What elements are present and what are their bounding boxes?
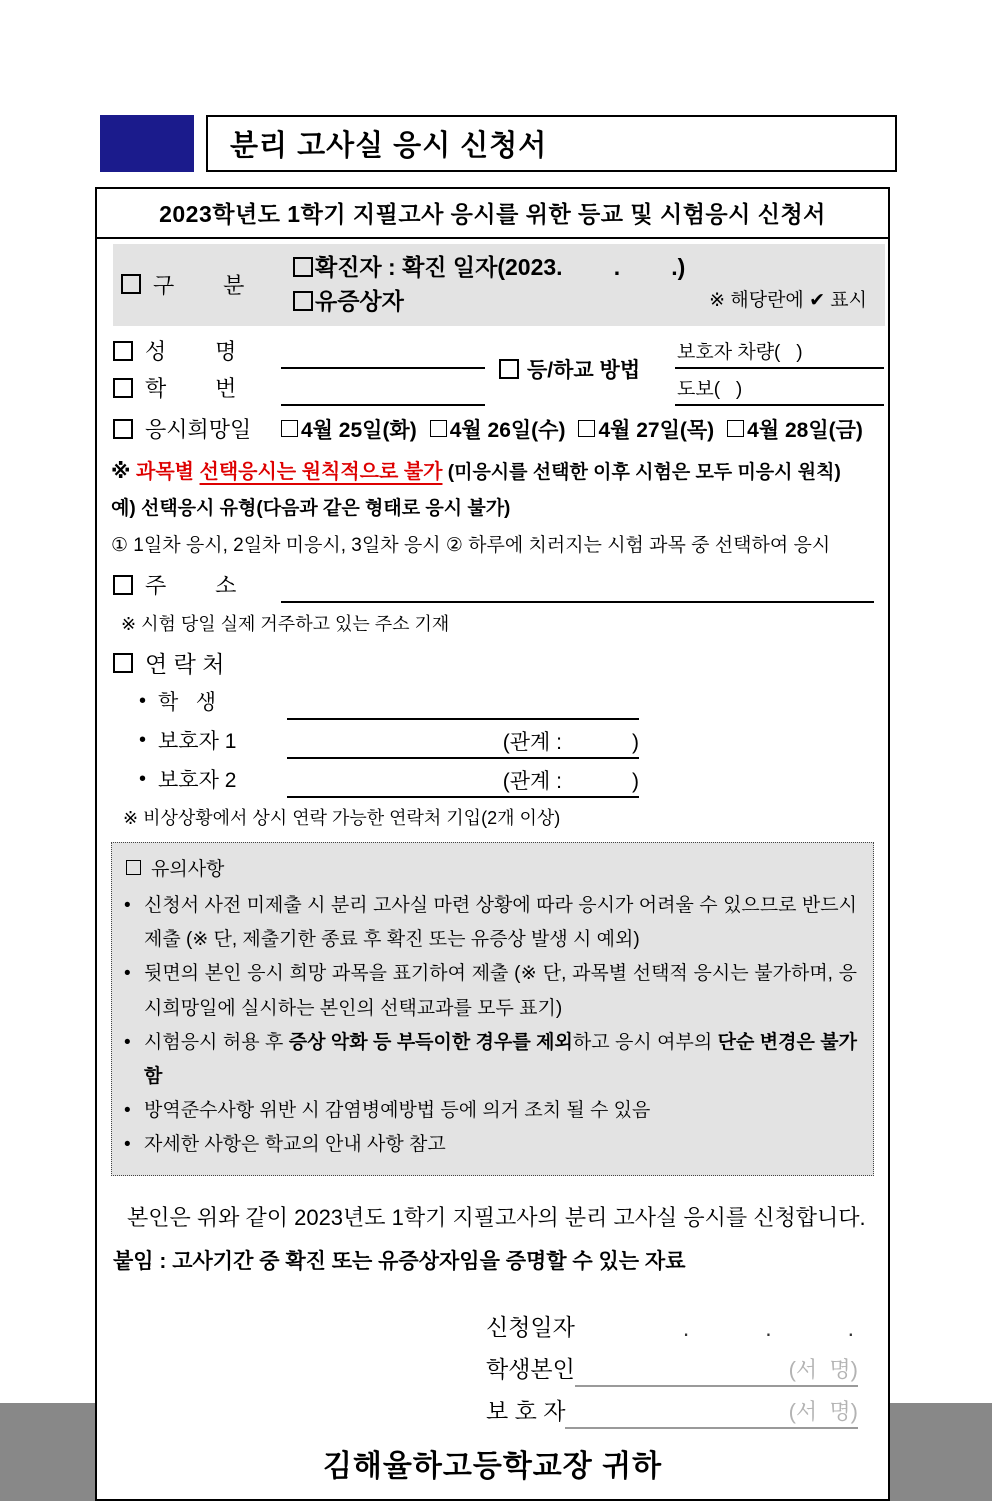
- mark-instruction-post: 표시: [825, 290, 867, 311]
- contact-header: [97, 636, 888, 681]
- application-date-blanks[interactable]: [575, 1315, 858, 1345]
- student-id-input-blank[interactable]: [281, 376, 485, 406]
- caution-item-3-text: [144, 1026, 857, 1094]
- name-label-cell: [113, 335, 281, 369]
- student-signature-row: [486, 1345, 858, 1387]
- student-id-label: 학 번: [145, 376, 237, 401]
- mark-instruction-pre: ※ 해당란에: [709, 290, 810, 311]
- student-signature-blank[interactable]: [575, 1353, 858, 1387]
- date-option-4-label: 4월 28일(금): [747, 418, 863, 442]
- note-marker: ※: [111, 461, 136, 483]
- cautions-box: [111, 842, 874, 1176]
- category-options: [293, 250, 873, 318]
- address-note: ※ 시험 당일 실제 거주하고 있는 주소 기재: [121, 614, 450, 634]
- caution-3-seg2: 하고 응시 여부의: [572, 1031, 718, 1053]
- caution-item-4-text: 방역준수사항 위반 시 감염병예방법 등에 의거 조치 될 수 있음: [144, 1100, 651, 1122]
- guardian2-label-cell: [139, 764, 287, 798]
- address-row: [97, 557, 888, 603]
- bullet-icon: •: [124, 1134, 131, 1156]
- category-row: [113, 244, 885, 326]
- date-option-2-label: 4월 26일(수): [449, 418, 566, 442]
- guardian-signature-blank[interactable]: [565, 1395, 858, 1429]
- exam-date-row: [97, 406, 888, 446]
- date-option-1-label: 4월 25일(화): [301, 418, 417, 442]
- attachment-note: 붙임 : 고사기간 중 확진 또는 유증상자임을 증명할 수 있는 자료: [113, 1250, 686, 1274]
- closing-section: [97, 1176, 888, 1276]
- date-option-3: [578, 414, 714, 444]
- caution-item: [124, 1094, 857, 1128]
- student-id-label-cell: [113, 372, 281, 406]
- guardian-signature-label: 보 호 자: [486, 1398, 566, 1425]
- guardian2-relation-label: (관계 : ): [502, 770, 639, 793]
- confirmed-case-label: 확진자 : 확진 일자(2023. . .): [315, 254, 686, 280]
- identity-left-column: [113, 332, 485, 406]
- caution-item: [124, 889, 857, 957]
- caution-item: [124, 1026, 857, 1094]
- bullet-icon: •: [124, 1100, 131, 1122]
- commute-checkbox[interactable]: [499, 359, 519, 379]
- exam-date-label-cell: [113, 413, 281, 444]
- contact-checkbox[interactable]: [113, 653, 133, 673]
- name-input-blank[interactable]: [281, 339, 485, 369]
- cautions-title-row: [124, 851, 857, 889]
- note-suffix: (미응시를 선택한 이후 시험은 모두 미응시 원칙): [442, 462, 841, 483]
- date-option-3-checkbox[interactable]: [578, 420, 595, 437]
- date-option-3-label: 4월 27일(목): [598, 418, 715, 442]
- document-title: 분리 고사실 응시 신청서: [230, 130, 548, 162]
- caution-item: [124, 1128, 857, 1162]
- guardian1-contact-blank[interactable]: [287, 729, 639, 759]
- guardian-signature-row: [486, 1387, 858, 1429]
- guardian1-relation-label: (관계 : ): [502, 731, 639, 754]
- exam-date-options: [281, 414, 863, 444]
- bullet-icon: •: [139, 728, 147, 751]
- symptomatic-checkbox[interactable]: [293, 291, 313, 311]
- commute-label: 등/하교 방법: [527, 359, 641, 382]
- caution-3-bold1: 증상 악화 등 부득이한 경우를 제외: [288, 1031, 573, 1053]
- name-row: [113, 332, 485, 369]
- category-label: 구 분: [153, 272, 245, 298]
- caution-item: [124, 957, 857, 1025]
- student-sign-placeholder: (서 명): [788, 1357, 858, 1383]
- date-option-4-checkbox[interactable]: [727, 420, 744, 437]
- document-title-box: [206, 115, 897, 172]
- symptomatic-line: [293, 284, 873, 318]
- contact-note: ※ 비상상황에서 상시 연락 가능한 연락처 기입(2개 이상): [123, 808, 561, 828]
- date-option-1-checkbox[interactable]: [281, 420, 298, 437]
- note-red-underlined: 선택응시는 원칙적으로 불가: [199, 461, 443, 483]
- guardian2-contact-blank[interactable]: [287, 768, 639, 798]
- address-checkbox[interactable]: [113, 575, 133, 595]
- guardian1-label-cell: [139, 725, 287, 759]
- commute-car-option[interactable]: 보호자 차량( ): [675, 332, 884, 369]
- note-red-plain: 과목별: [136, 461, 200, 483]
- identity-band: [97, 330, 888, 406]
- name-label: 성 명: [145, 339, 237, 364]
- application-date-label: 신청일자: [486, 1314, 575, 1341]
- guardian2-label: 보호자 2: [158, 769, 237, 792]
- date-dot: .: [765, 1315, 772, 1342]
- caution-item-2-text: 뒷면의 본인 응시 희망 과목을 표기하여 제출 (※ 단, 과목별 선택적 응시는 불가하며, 응시희망일에 실시하는 본인의 선택교과를 모두 표기): [144, 963, 857, 1019]
- commute-walk-option[interactable]: 도보( ): [675, 369, 884, 406]
- exam-date-checkbox[interactable]: [113, 419, 133, 439]
- bullet-icon: •: [124, 963, 131, 985]
- commute-options: [675, 332, 884, 406]
- header-band: [100, 115, 897, 172]
- declaration-text: 본인은 위와 같이 2023년도 1학기 지필고사의 분리 고사실 응시를 신청합니다.: [127, 1204, 866, 1230]
- student-contact-label-cell: [139, 686, 287, 720]
- category-checkbox[interactable]: [121, 274, 141, 294]
- cautions-checkbox: [126, 860, 141, 875]
- example-body: ① 1일차 응시, 2일차 미응시, 3일차 응시 ② 하루에 치러지는 시험 과목 중 선택하여 응시: [111, 535, 831, 556]
- guardian-sign-placeholder: (서 명): [788, 1399, 858, 1425]
- date-option-2-checkbox[interactable]: [430, 420, 447, 437]
- contact-label: 연 락 처: [145, 651, 225, 677]
- guardian2-contact-row: [139, 759, 639, 798]
- caution-item-5-text: 자세한 사항은 학교의 안내 사항 참고: [144, 1134, 446, 1156]
- check-icon: ✔: [809, 290, 825, 311]
- example-title: 예) 선택응시 유형(다음과 같은 형태로 응시 불가): [111, 498, 511, 519]
- student-contact-label: 학 생: [158, 691, 217, 714]
- student-signature-label: 학생본인: [486, 1356, 575, 1383]
- date-dot: .: [847, 1315, 854, 1342]
- name-checkbox[interactable]: [113, 341, 133, 361]
- guardian1-label: 보호자 1: [158, 730, 237, 753]
- category-label-cell: [121, 269, 293, 300]
- cautions-title: 유의사항: [151, 859, 225, 880]
- bullet-icon: •: [124, 1031, 131, 1053]
- recipient-line: 김해율하고등학교장 귀하: [322, 1450, 663, 1484]
- guardian1-contact-row: [139, 720, 639, 759]
- bullet-icon: •: [139, 767, 147, 790]
- caution-3-seg1: 시험응시 허용 후: [144, 1031, 289, 1053]
- address-input-blank[interactable]: [281, 573, 874, 603]
- date-option-4: [727, 414, 863, 444]
- date-dot: .: [682, 1315, 690, 1342]
- application-date-row: [486, 1303, 858, 1345]
- bullet-icon: •: [139, 689, 147, 712]
- confirmed-case-line: [293, 250, 873, 284]
- address-label-cell: [113, 569, 281, 603]
- symptomatic-label: 유증상자: [315, 288, 404, 314]
- bullet-icon: •: [124, 895, 131, 916]
- subject-selection-notes: [97, 446, 888, 557]
- mark-instruction: [709, 284, 873, 318]
- student-contact-row: [139, 681, 639, 720]
- caution-item-1-text: 신청서 사전 미제출 시 분리 고사실 마련 상황에 따라 응시가 어려울 수 있으므로 반드시 제출 (※ 단, 제출기한 종료 후 확진 또는 유증상 발생 시 예외): [144, 895, 857, 951]
- caution-3-bold2: 단순 변경은 불가함: [144, 1031, 857, 1087]
- signature-block: [486, 1303, 858, 1429]
- commute-cell: [485, 332, 675, 406]
- date-option-2: [430, 414, 566, 444]
- form-title: 2023학년도 1학기 지필고사 응시를 위한 등교 및 시험응시 신청서: [97, 189, 888, 239]
- no-selective-exam-note: [111, 455, 874, 484]
- navy-accent-block: [100, 115, 194, 172]
- application-form: [95, 187, 890, 1501]
- student-id-checkbox[interactable]: [113, 378, 133, 398]
- exam-date-label: 응시희망일: [145, 417, 252, 442]
- student-id-row: [113, 369, 485, 406]
- confirmed-case-checkbox[interactable]: [293, 257, 313, 277]
- student-contact-blank[interactable]: [287, 690, 639, 720]
- address-label: 주 소: [145, 573, 237, 598]
- date-option-1: [281, 414, 417, 444]
